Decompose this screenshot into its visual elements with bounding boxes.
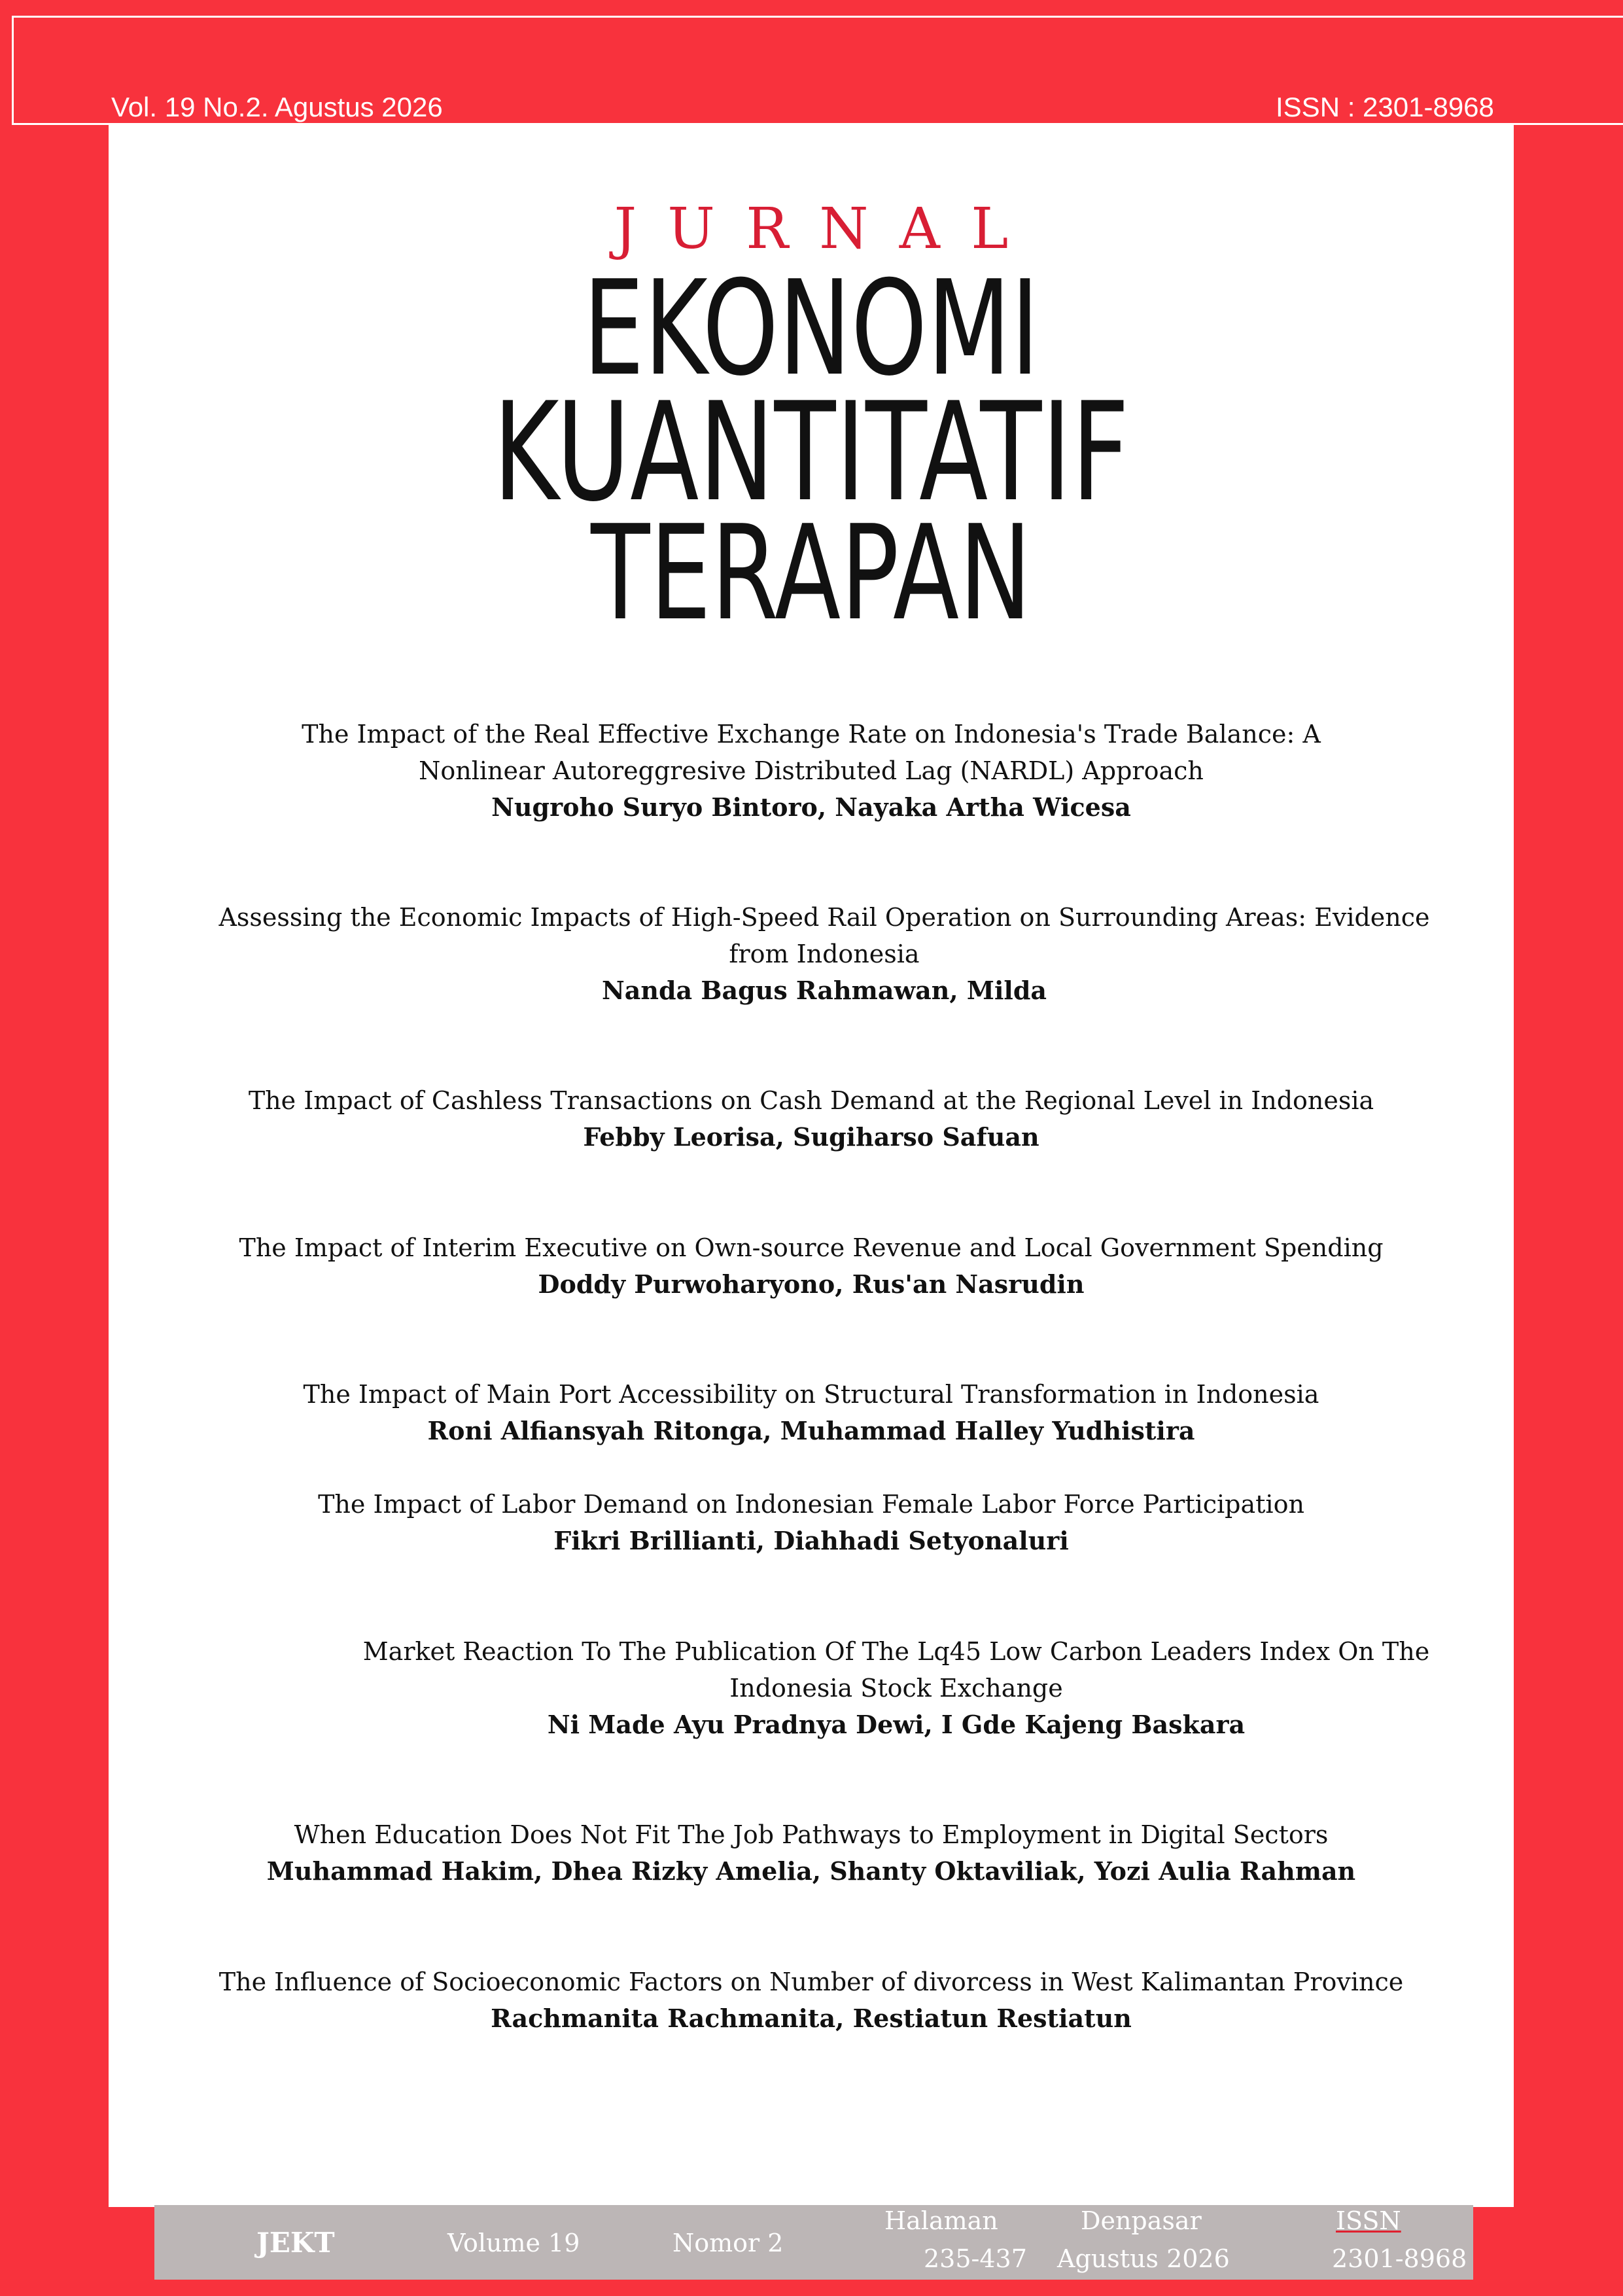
article-entry[interactable]	[144, 1376, 1478, 1449]
article-authors: Muhammad Hakim, Dhea Rizky Amelia, Shanty Oktaviliak, Yozi Aulia Rahman	[266, 1856, 1356, 1886]
footer-journal: JEKT	[256, 2227, 335, 2259]
article-title[interactable]: The Impact of Interim Executive on Own-source Revenue and Local Government Spending	[239, 1233, 1384, 1262]
article-entry[interactable]	[262, 716, 1361, 826]
article-entry[interactable]	[209, 899, 1439, 1009]
masthead-ekonomi: EKONOMI	[583, 253, 1039, 405]
footer-city: Denpasar	[1081, 2206, 1202, 2235]
article-title[interactable]: The Impact of Labor Demand on Indonesian Female Labor Force Participation	[318, 1490, 1304, 1519]
volume-info: Vol. 19 No.2. Agustus 2026	[111, 92, 443, 122]
article-title[interactable]: The Influence of Socioeconomic Factors on Number of divorcess in West Kalimantan Province	[218, 1968, 1404, 1996]
article-entry[interactable]	[144, 1816, 1478, 1890]
article-entry[interactable]	[144, 1486, 1478, 1559]
article-entry[interactable]	[144, 1964, 1478, 2037]
article-entry[interactable]	[144, 1229, 1478, 1303]
footer-volume: Volume 19	[447, 2229, 580, 2257]
footer-date: Agustus 2026	[1057, 2244, 1230, 2273]
article-authors: Doddy Purwoharyono, Rus'an Nasrudin	[538, 1269, 1085, 1299]
article-title[interactable]: The Impact of the Real Effective Exchange Rate on Indonesia's Trade Balance: A Nonlinear Autoreggresive Distributed Lag (NARDL) Approach	[302, 720, 1321, 785]
article-entry[interactable]	[144, 1082, 1478, 1156]
article-title[interactable]: Market Reaction To The Publication Of The Lq45 Low Carbon Leaders Index On The Indonesia Stock Exchange	[362, 1637, 1430, 1703]
article-title[interactable]: Assessing the Economic Impacts of High-Speed Rail Operation on Surrounding Areas: Evidence from Indonesia	[218, 903, 1430, 968]
issn-header: ISSN : 2301-8968	[1276, 92, 1494, 122]
masthead-terapan: TERAPAN	[591, 497, 1032, 650]
article-authors: Rachmanita Rachmanita, Restiatun Restiatun	[491, 2004, 1132, 2033]
frame-line-top	[12, 16, 1623, 18]
article-authors: Nugroho Suryo Bintoro, Nayaka Artha Wicesa	[491, 792, 1131, 822]
footer-bar	[154, 2205, 1473, 2280]
article-title[interactable]: The Impact of Main Port Accessibility on Structural Transformation in Indonesia	[303, 1380, 1319, 1409]
article-authors: Roni Alfiansyah Ritonga, Muhammad Halley Yudhistira	[427, 1416, 1195, 1445]
footer-number: Nomor 2	[672, 2229, 784, 2257]
article-title[interactable]: When Education Does Not Fit The Job Pathways to Employment in Digital Sectors	[294, 1820, 1329, 1849]
article-authors: Febby Leorisa, Sugiharso Safuan	[583, 1122, 1039, 1152]
article-title[interactable]: The Impact of Cashless Transactions on Cash Demand at the Regional Level in Indonesia	[248, 1086, 1374, 1115]
cover-page	[109, 124, 1514, 2207]
masthead-kuantitatif: KUANTITATIF	[493, 374, 1130, 532]
masthead-jurnal: JURNAL	[614, 196, 1039, 262]
article-entry[interactable]	[301, 1633, 1492, 1743]
article-authors: Ni Made Ayu Pradnya Dewi, I Gde Kajeng Baskara	[547, 1710, 1246, 1739]
footer-issn: 2301-8968	[1332, 2244, 1467, 2273]
article-authors: Fikri Brillianti, Diahhadi Setyonaluri	[553, 1526, 1069, 1555]
article-authors: Nanda Bagus Rahmawan, Milda	[601, 976, 1047, 1005]
footer-pages-label: Halaman	[884, 2206, 998, 2235]
footer-issn-label: ISSN	[1336, 2206, 1401, 2235]
footer-pages: 235-437	[924, 2244, 1027, 2273]
frame-line-left	[12, 16, 14, 124]
